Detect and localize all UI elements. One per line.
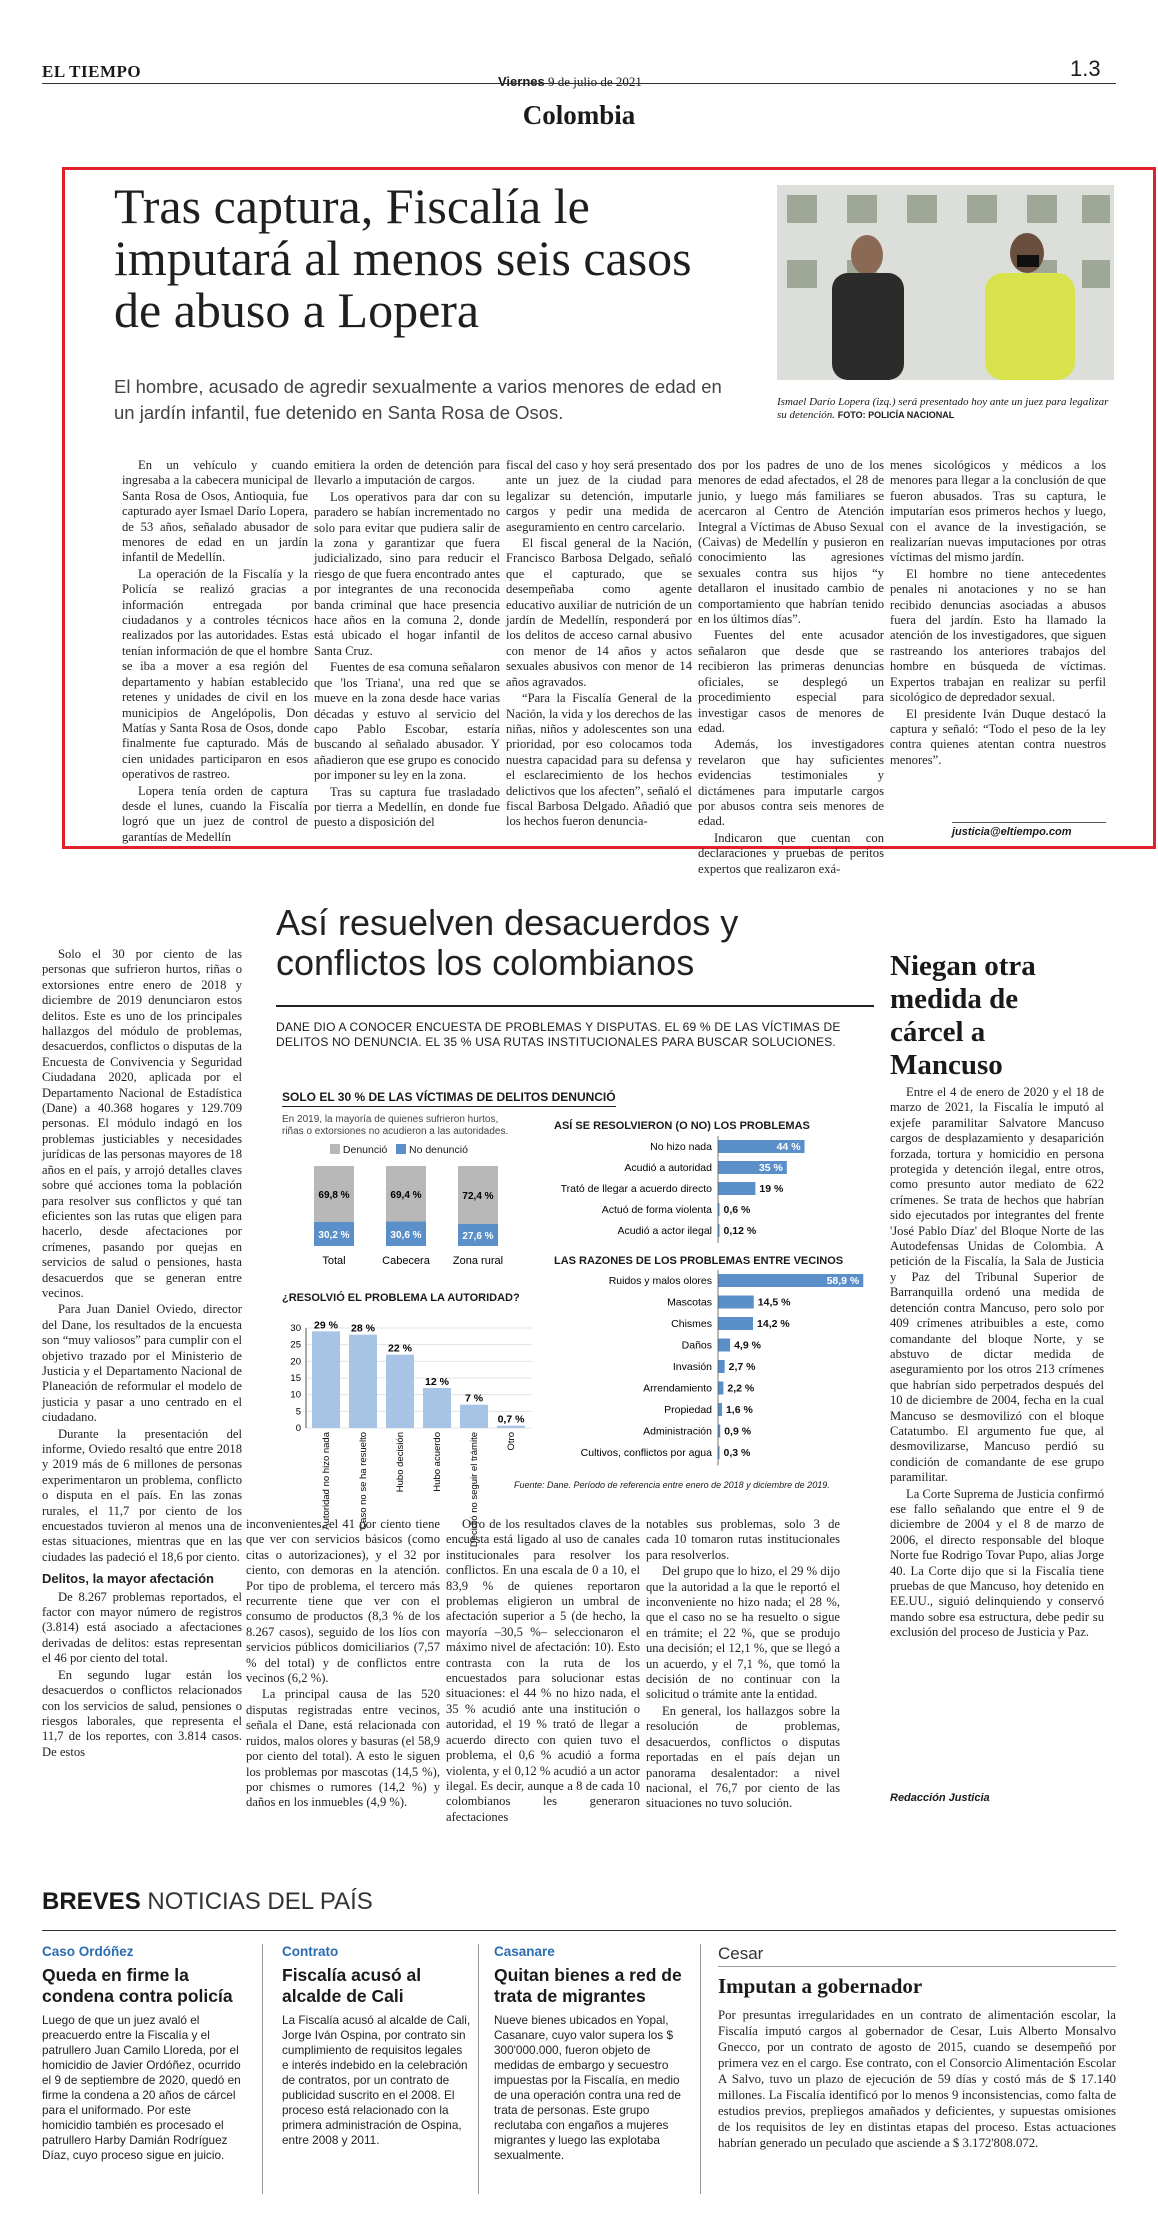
bar-value-label: 22 % [388, 1342, 412, 1355]
category-label: Chismes [671, 1318, 712, 1330]
paragraph: La operación de la Fiscalía y la Policía se realizó gracias a información entregada por ciudadanos y a controles técnicos realizados por las autoridades. Estas tenían información de que el hombre se iba a mover a esa región del departamento y habían establecido retenes y unidades de civil en los municipios de Angelópolis, Don Matías y Santa Rosa de Osos, donde finalmente fue capturado. Más de cien unidades participaron en esos operativos de rastreo. [122, 566, 308, 782]
mancuso-byline: Redacción Justicia [890, 1792, 990, 1804]
bar-value-label: 27,6 % [462, 1230, 494, 1242]
survey-rule [276, 1005, 874, 1007]
page-date-text: 9 de julio de 2021 [548, 74, 642, 89]
bar-value-label: 72,4 % [462, 1190, 494, 1202]
paragraph: El hombre no tiene antecedentes penales ni anotaciones y no se han recibido denuncias asociadas a abusos fuera del jardín. Esto ha llamado la atención de los investigadores, que siguen rastreando los anteriores trabajos del hombre en búsqueda de víctimas. Expertos trabajan en realizar su perfil sicológico de depredador sexual. [890, 566, 1106, 705]
breve-item-1 [42, 1944, 242, 2163]
main-story-column-1 [122, 458, 308, 843]
bar-value-label: 14,2 % [757, 1318, 790, 1330]
bar [312, 1331, 340, 1428]
paragraph: Durante la presentación del informe, Oviedo resaltó que entre 2018 y 2019 más de 6 millones de personas experimentaron un problema, conflicto o disputa en el país. En las zonas rurales, el 11,7 por ciento de los encuestados tuvieron al menos una de estas situaciones, mientras que en las ciudades las padeció el 18,6 por ciento. [42, 1426, 242, 1564]
category-label: Acudió a autoridad [624, 1162, 712, 1174]
paragraph: Otro de los resultados claves de la encuesta está ligado al uso de canales institucionales para resolver los conflictos. En una escala de 0 a 10, el 83,9 % de quienes reportaron problemas eligieron un umbral de afectación superior a 5 (de hecho, la mayoría –30,5 %– seleccionaron el máximo nivel de afectación: 10). Esto contrasta con la ruta de los encuestados para solucionar estas situaciones: el 44 % no hizo nada, el 35 % acudió ante una institución o autoridad, el 19 % trató de llegar a acuerdo directo con quien tuvo el problema, el 0,6 % acudió a forma violenta, y el 0,12 % acudió a un actor ilegal. Es decir, aunque a 8 de cada 10 colombianos les generaron afectaciones [446, 1517, 640, 1824]
category-label: No hizo nada [650, 1141, 712, 1153]
bar [718, 1182, 755, 1195]
paragraph: dos por los padres de uno de los menores de edad afectados, el 28 de junio, y luego más familiares se acercaron al Centro de Atención Integral a Víctimas de Abuso Sexual (Caivas) de Medellín y pusieron en conocimiento las agresiones sexuales contra sus hijos “y detallaron el inusitado cambio de comportamiento que habrían tenido en los últimos días”. [698, 458, 884, 627]
mancuso-headline: Niegan otra medida de cárcel a Mancuso [890, 950, 1036, 1081]
category-label: Cultivos, conflictos por agua [580, 1447, 712, 1459]
section-title: Colombia [522, 100, 636, 130]
breve-body: Nueve bienes ubicados en Yopal, Casanare, cuyo valor supera los $ 300'000.000, fueron objeto de medidas de embargo y secuestro impuestas por la Fiscalía, en medio de una operación contra una red de trata de personas. Este grupo reclutaba con engaños a mujeres migrantes y luego las explotaba sexualmente. [494, 2013, 681, 2162]
bar [349, 1335, 377, 1428]
survey-bottom-column-2 [446, 1517, 640, 1827]
photo-caption [777, 396, 1117, 422]
bar-value-label: 1,6 % [725, 1404, 753, 1416]
bar-value-label: 0,7 % [497, 1413, 525, 1426]
bar [460, 1405, 488, 1428]
bar-value-label: 7 % [464, 1392, 484, 1405]
paragraph: Solo el 30 por ciento de las personas que sufrieron hurtos, riñas o extorsiones entre enero de 2018 y diciembre de 2019 denunciaron estos delitos. Este es uno de los principales hallazgos del módulo de problemas, desacuerdos, conflictos o disputas de la Encuesta de Convivencia y Seguridad Ciudadana 2020, aplicada por el Departamento Nacional de Estadística (Dane) a 40.368 hogares y 129.709 personas. El módulo indagó en los problemas justiciables y necesidades jurídicas de las personas mayores de 18 años en el país, y arrojó detalles claves sobre qué acciones toma la población para resolver sus conflictos y qué tan eficientes son las rutas que eligen para hacerlo, desde afectaciones por crímenes, pasando por quejas en servicios de salud o pensiones, hasta desacuerdos que se generan entre vecinos. [42, 947, 242, 1300]
photo-credit: FOTO: POLICÍA NACIONAL [837, 410, 955, 420]
paragraph: Indicaron que cuentan con declaraciones y pruebas de peritos expertos que realizaron exá- [698, 830, 884, 876]
paragraph: En general, los hallazgos sobre la resolución de problemas, desacuerdos, conflictos o disputas reportadas en el país dejan un panorama desalentador: a nivel nacional, el 76,7 por ciento de las situaciones no tuvo solución. [646, 1703, 840, 1811]
category-label: Mascotas [667, 1296, 712, 1309]
category-label: Acudió a actor ilegal [617, 1225, 712, 1237]
breve-divider [478, 1944, 479, 2194]
breve-divider [700, 1944, 701, 2194]
survey-headline: Así resuelven desacuerdos y conflictos los colombianos [276, 902, 739, 983]
breves-label-bold: BREVES [42, 1888, 141, 1915]
y-tick-label: 20 [290, 1356, 301, 1368]
main-story-deck: El hombre, acusado de agredir sexualmente a varios menores de edad en un jardín infantil, fue detenido en Santa Rosa de Osos. [114, 376, 722, 423]
bar-value-label: 30,2 % [318, 1229, 350, 1241]
chart-source: Fuente: Dane. Período de referencia entre enero de 2018 y diciembre de 2019. [514, 1480, 830, 1490]
y-tick-label: 5 [295, 1406, 301, 1418]
chart3-svg [546, 1136, 876, 1251]
bar-value-label: 0,3 % [723, 1447, 751, 1459]
breve-headline: Quitan bienes a red de trata de migrantes [494, 1965, 682, 2006]
breve-headline: Queda en firme la condena contra policía [42, 1965, 233, 2006]
paragraph: Los operativos para dar con su paradero se habían incrementado no solo para evitar que pudiera salir de la zona y garantizar que fuera judicializado, sino para reducir el riesgo de que fuera encontrado antes por integrantes de una reconocida banda criminal que hace presencia hace años en la comuna 2, donde está ubicado el hogar infantil de Santa Cruz. [314, 489, 500, 658]
y-tick-label: 25 [290, 1339, 301, 1351]
paragraph: Para Juan Daniel Oviedo, director del Dane, los resultados de la encuesta son “muy valiosos” para cumplir con el objetivo trazado por el Ministerio de Justicia y el Departamento Nacional de Planeación de reformular el modelo de justicia y pasar a uno centrado en el ciudadano. [42, 1302, 242, 1425]
category-label: Autoridad no hizo nada [321, 1432, 332, 1530]
paragraph: La principal causa de las 520 disputas registradas entre vecinos, señala el Dane, está relacionada con ruidos, malos olores y basuras (el 58,9 por ciento del total). A esto le siguen los problemas por mascotas (14,5 %), por chismes o rumores (14,2 %) y daños en los inmuebles (4,9 %). [246, 1687, 440, 1810]
mancuso-body [890, 1085, 1104, 1785]
police-backdrop-photo [777, 185, 1114, 380]
bar-value-label: 2,7 % [728, 1361, 756, 1373]
breve-body: Luego de que un juez avaló el preacuerdo entre la Fiscalía y el patrullero Juan Camilo Lloreda, por el homicidio de Javier Ordóñez, ocurrido el 9 de septiembre de 2020, quedó en firme la condena a 20 años de cárcel para el uniformado. Por este homicidio también es procesado el patrullero Harby Damián Rodríguez Díaz, cuyo proceso sigue en juicio. [42, 2013, 241, 2162]
chart3-title: ASÍ SE RESOLVIERON (O NO) LOS PROBLEMAS [554, 1120, 810, 1132]
breves-rule [42, 1930, 1116, 1931]
main-story-column-5 [890, 458, 1106, 820]
bar [423, 1388, 451, 1428]
category-label: Propiedad [664, 1404, 712, 1416]
y-tick-label: 10 [290, 1389, 301, 1401]
newspaper-logo: EL TIEMPO [42, 62, 142, 81]
chart2-title: ¿RESOLVIÓ EL PROBLEMA LA AUTORIDAD? [282, 1292, 520, 1304]
breve-item-2 [282, 1944, 472, 2148]
y-tick-label: 0 [295, 1423, 301, 1434]
paragraph: De 8.267 problemas reportados, el factor con mayor número de registros (3.814) está asociado a afectaciones derivadas de delitos: estas representan el 46 por ciento del total. [42, 1589, 242, 1666]
bar [718, 1296, 754, 1309]
paragraph: menes sicológicos y médicos a los menores para llegar a la conclusión de que fueron abusados. Tras su captura, le imputarían esos primeros hechos y luego, con el avance de la investigación, se realizarían nuevas imputaciones por otras víctimas del mismo jardín. [890, 458, 1106, 565]
bar-value-label: 69,8 % [318, 1189, 350, 1201]
main-story-column-3 [506, 458, 692, 843]
category-label: Actuó de forma violenta [601, 1204, 712, 1216]
paragraph: En un vehículo y cuando ingresaba a la cabecera municipal de Santa Rosa de Osos, Antioquia, fue capturado ayer Ismael Darío Lopera, de 53 años, señalado abusador de menores de edad en un jardín infantil de Medellín. [122, 458, 308, 565]
bar-value-label: 0,6 % [723, 1204, 751, 1216]
category-label: Otro [506, 1432, 517, 1451]
paragraph: Entre el 4 de enero de 2020 y el 18 de marzo de 2021, la Fiscalía le imputó al exjefe paramilitar Salvatore Mancuso cargos de desplazamiento y desaparición forzada, tortura y homicidio en persona protegida y detención ilegal, entre otros, como presunto autor mediato de 622 crímenes. Se trata de hechos que habrían sido ejecutados por integrantes del frente 'José Pablo Díaz' del Bloque Norte de las Autodefensas Unidas de Colombia. A petición de la Fiscalía, la Sala de Justicia y Paz del Tribunal Superior de Barranquilla ordenó una medida de detención contra Mancuso, pero solo por 409 crímenes atribuibles a este, como comandante del bloque Norte, y se abstuvo de dictar medida de aseguramiento por los otros 213 crímenes que habrían sido perpetrados después del 10 de diciembre de 2004, fecha en la cual Mancuso se desmovilizó con el bloque Catatumbo. El argumento fue que, al desmovilizarse, Mancuso perdió su condición de comandante de ese grupo paramilitar. [890, 1085, 1104, 1485]
paragraph: inconvenientes, el 41 por ciento tiene que ver con servicios básicos (como citas o autorizaciones), y el 32 por ciento, con demoras en la atención. Por tipo de problema, el tercero más recurrente tiene que ver con el consumo de productos (8,3 % de los 8.267 casos), seguido de los líos con servicios públicos domiciliarios (7,57 % del total) y de conflictos entre vecinos (6,2 %). [246, 1517, 440, 1686]
survey-bottom-column-3 [646, 1517, 840, 1827]
bar-value-label: 29 % [314, 1319, 338, 1332]
photo-caption-text: Ismael Darío Lopera (izq.) será presentado hoy ante un juez para legalizar su detención. [777, 396, 1109, 421]
legend-swatch-denuncio [330, 1144, 340, 1154]
survey-bottom-column-1 [246, 1517, 440, 1827]
legend-swatch-no-denuncio [396, 1144, 406, 1154]
bar-value-label: 19 % [759, 1183, 784, 1195]
subheading: Delitos, la mayor afectación [42, 1571, 214, 1587]
bar-value-label: 69,4 % [390, 1189, 422, 1201]
bar [718, 1317, 753, 1330]
main-story-column-4 [698, 458, 884, 876]
category-label: Caso no se ha resuelto [358, 1432, 369, 1530]
bar [497, 1426, 525, 1428]
breve-divider [262, 1944, 263, 2194]
category-label: Daños [681, 1339, 712, 1352]
category-label: Decidió no seguir el trámite [469, 1432, 480, 1548]
bar-value-label: 14,5 % [757, 1296, 791, 1309]
breve-item-3 [494, 1944, 690, 2163]
paragraph: El presidente Iván Duque destacó la captura y señaló: “Todo el peso de la ley contra quienes atentan contra nuestros menores”. [890, 706, 1106, 767]
bar [718, 1403, 722, 1416]
bar-value-label: 28 % [351, 1322, 375, 1335]
breve-headline: Fiscalía acusó al alcalde de Cali [282, 1965, 422, 2006]
bar-value-label: 44 % [776, 1141, 801, 1153]
breve-item-4 [718, 1944, 1116, 2151]
category-label: Total [322, 1255, 346, 1267]
breve-body: Por presuntas irregularidades en un contrato de alimentación escolar, la Fiscalía imputó cargos al gobernador de Cesar, Luis Alberto Monsalvo Gnecco, por un contrato de agosto de 2015, cuando se desempeñó por primera vez en el cargo. Ese contrato, con el Consorcio Alimentación Escolar A Salvo, tuvo un plazo de ejecución de 59 días y costó más de $ 17.140 millones. La Fiscalía identificó por lo menos 9 inconsistencias, como falta de estudios previos, prepliegos amañados y deficientes, y supuestas omisiones de los requisitos de ley en distintas etapas del proceso. Estas actuaciones habrían generado un peculado que asciende a $ 3.172'808.072. [718, 2008, 1116, 2150]
paragraph: Además, los investigadores revelaron que hay suficientes evidencias testimoniales y dictámenes para imputarle cargos por abusos contra seis menores de edad. [698, 737, 884, 829]
paragraph: fiscal del caso y hoy será presentado ante un juez de la ciudad para legalizar su detención, imputarle cargos y pedir una medida de aseguramiento en centro carcelario. [506, 458, 692, 534]
bar [718, 1360, 725, 1373]
chart1-title: SOLO EL 30 % DE LAS VÍCTIMAS DE DELITOS DENUNCIÓ [282, 1090, 616, 1107]
y-tick-label: 30 [290, 1323, 301, 1334]
chart4-title: LAS RAZONES DE LOS PROBLEMAS ENTRE VECINOS [554, 1255, 844, 1267]
bar-value-label: 35 % [758, 1162, 783, 1174]
bar-value-label: 4,9 % [734, 1339, 761, 1352]
paragraph: Tras su captura fue trasladado por tierra a Medellín, en donde fue puesto a disposición del [314, 784, 500, 830]
page-date [498, 74, 642, 90]
breve-kicker: Contrato [282, 1944, 339, 1959]
paragraph: Fuentes del ente acusador señalaron que desde que se recibieron las primeras denuncias oficiales, se desplegó un procedimiento especial para investigar casos de menores de edad. [698, 628, 884, 735]
main-story-photo [777, 185, 1114, 380]
survey-intro: DANE DIO A CONOCER ENCUESTA DE PROBLEMAS Y DISPUTAS. EL 69 % DE LAS VÍCTIMAS DE DELITOS NO DENUNCIA. EL 35 % USA RUTAS INSTITUCIONALES PARA BUSCAR SOLUCIONES. [276, 1020, 841, 1049]
paragraph: notables sus problemas, solo 3 de cada 10 tomaron rutas institucionales para resolverlos. [646, 1517, 840, 1562]
breves-label-light: NOTICIAS DEL PAÍS [147, 1888, 373, 1915]
breve-kicker: Caso Ordóñez [42, 1944, 134, 1959]
category-label: Hubo acuerdo [432, 1432, 443, 1492]
chart4-svg [546, 1270, 876, 1470]
header-rule [42, 83, 1116, 84]
chart1-svg [276, 1160, 536, 1280]
paragraph: emitiera la orden de detención para llevarlo a imputación de cargos. [314, 458, 500, 488]
chart2-svg [276, 1308, 538, 1548]
category-label: Hubo decisión [395, 1432, 406, 1493]
paragraph: La Corte Suprema de Justicia confirmó ese fallo señalando que entre el 9 de diciembre de 2004 y el 8 de marzo de 2006, el directo responsable del bloque Norte fue Rodrigo Tovar Pupo, alias Jorge 40. La Corte dijo que si la Fiscalía tiene pruebas de que Mancuso, hoy detenido en EE.UU., siguió delinquiendo y conservó mando sobre esa estructura, debe pedir su exclusión del proceso de Justicia y Paz. [890, 1486, 1104, 1640]
legend-label-denuncio: Denunció [342, 1144, 388, 1156]
category-label: Ruidos y malos olores [608, 1275, 712, 1287]
breves-label [42, 1888, 373, 1916]
paragraph: El fiscal general de la Nación, Francisco Barbosa Delgado, señaló que el capturado, que se desempeñaba como agente educativo auxiliar de nutrición de un jardín de Medellín, responderá por los delitos de acceso carnal abusivo con menor de 14 años y actos sexuales abusivos con menor de 14 años agravados. [506, 536, 692, 689]
category-label: Arrendamiento [643, 1382, 712, 1395]
bar [386, 1355, 414, 1428]
y-tick-label: 15 [290, 1373, 301, 1384]
category-label: Cabecera [382, 1255, 430, 1267]
paragraph: En segundo lugar están los desacuerdos o conflictos relacionados con los servicios de salud, pensiones o riesgos laborales, que representa el 11,7 de los reportes, con 3.814 casos. De estos [42, 1667, 242, 1759]
bar-value-label: 0,9 % [724, 1425, 752, 1438]
chart1-subtitle: En 2019, la mayoría de quienes sufrieron hurtos, riñas o extorsiones no acudieron a las autoridades. [282, 1114, 509, 1137]
breve-body: La Fiscalía acusó al alcalde de Cali, Jorge Iván Ospina, por contrato sin cumplimiento de requisitos legales e interés indebido en la celebración de contratos, por un contrato de publicidad suscrito en el 2008. El proceso está relacionado con la primera administración de Ospina, entre 2008 y 2011. [282, 2013, 471, 2147]
paragraph: Del grupo que lo hizo, el 29 % dijo que la autoridad a la que le reportó el inconveniente no hizo nada; el 28 %, que el caso no se ha resuelto o sigue en trámite; el 22 %, que se produjo una decisión; el 12,1 %, que se llegó a un acuerdo, y el 7,1 %, que tomó la decisión de no continuar con la solicitud o trámite ante la entidad. [646, 1564, 840, 1702]
category-label: Invasión [672, 1361, 712, 1373]
bar-value-label: 12 % [425, 1376, 449, 1388]
breve-kicker-rule [718, 1966, 1116, 1967]
page-number: 1.3 [1070, 56, 1101, 81]
main-story-headline: Tras captura, Fiscalía le imputará al menos seis casos de abuso a Lopera [114, 178, 692, 338]
bar [718, 1382, 723, 1395]
main-story-column-2 [314, 458, 500, 843]
breve-kicker: Cesar [718, 1944, 764, 1963]
bar-value-label: 2,2 % [727, 1382, 755, 1395]
category-label: Administración [643, 1425, 712, 1438]
paragraph: Lopera tenía orden de captura desde el lunes, cuando la Fiscalía logró que un juez de control de garantías de Medellín [122, 783, 308, 844]
paragraph: Fuentes de esa comuna señalaron que 'los Triana', una red que se mueve en la zona desde hace varias décadas y estuvo al servicio del capo Pablo Escobar, estaría buscando al señalado abusador. Y añadieron que ese grupo es conocido por imponer su ley en la zona. [314, 660, 500, 783]
survey-left-column [42, 947, 242, 1827]
category-label: Trató de llegar a acuerdo directo [560, 1183, 712, 1195]
legend-label-no-denuncio: No denunció [408, 1144, 468, 1156]
bar-value-label: 30,6 % [390, 1229, 422, 1241]
paragraph: “Para la Fiscalía General de la Nación, la vida y los derechos de las niñas, niños y adolescentes son una prioridad, por eso colocamos toda nuestra capacidad para su defensa y el esclarecimiento de los hechos delictivos que los afecten”, señaló el fiscal Barbosa Delgado. Añadió que los hechos fueron denuncia- [506, 691, 692, 829]
bar [718, 1339, 730, 1352]
page-day: Viernes [498, 74, 545, 89]
breve-kicker: Casanare [494, 1944, 555, 1959]
chart1-legend [330, 1144, 468, 1156]
byline-email[interactable]: justicia@eltiempo.com [952, 822, 1106, 838]
breve-headline: Imputan a gobernador [718, 1974, 923, 1998]
bar-value-label: 0,12 % [723, 1225, 757, 1237]
category-label: Zona rural [452, 1255, 504, 1267]
bar-value-label: 58,9 % [826, 1275, 860, 1287]
